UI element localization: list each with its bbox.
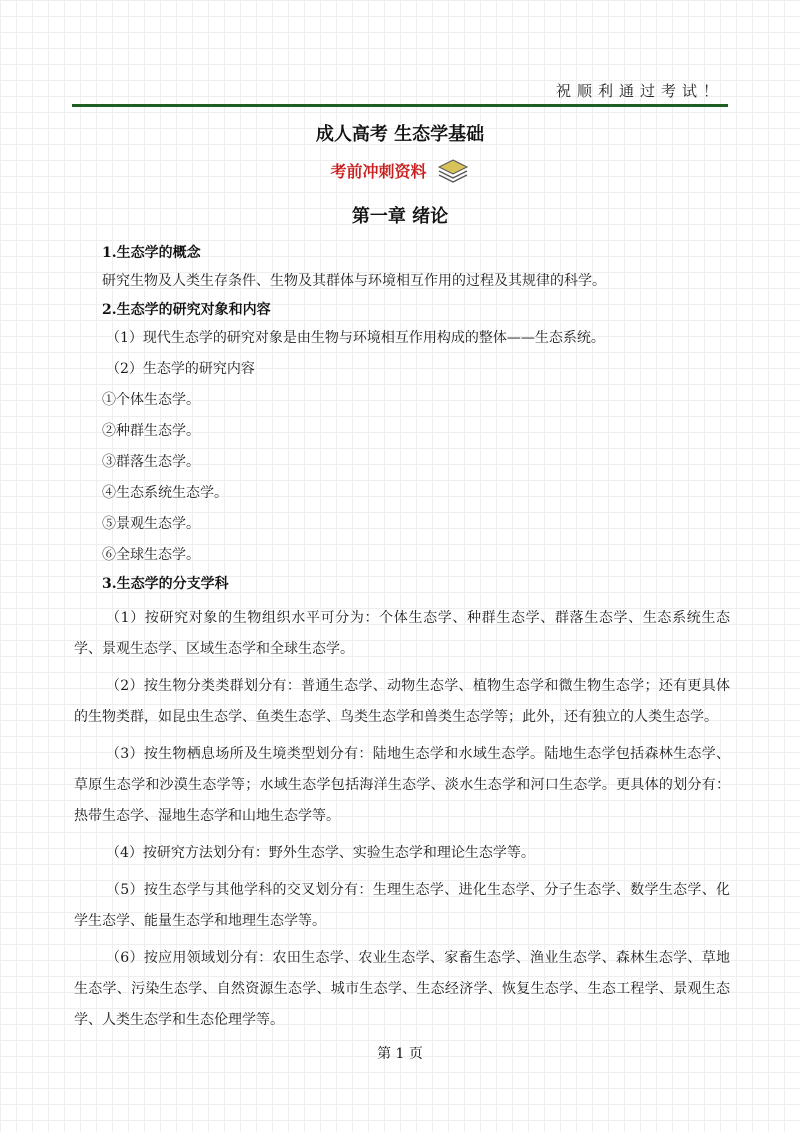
paragraph: （4）按研究方法划分有：野外生态学、实验生态学和理论生态学等。 bbox=[106, 845, 535, 861]
list-item: ⑤景观生态学。 bbox=[102, 516, 200, 532]
paragraph: （1）按研究对象的生物组织水平可分为：个体生态学、种群生态学、群落生态学、生态系统生态学、景观生态学、区域生态学和全球生态学。 bbox=[74, 610, 730, 657]
page-number: 第 1 页 bbox=[377, 1046, 423, 1062]
paragraph: （6）按应用领域划分有：农田生态学、农业生态学、家畜生态学、渔业生态学、森林生态学、草地生态学、污染生态学、自然资源生态学、城市生态学、生态经济学、恢复生态学、生态工程学、景观生态学、人类生态学和生态伦理学等。 bbox=[74, 950, 730, 1028]
list-item: ④生态系统生态学。 bbox=[102, 485, 228, 501]
section-heading-3: 3.生态学的分支学科 bbox=[102, 576, 229, 592]
paragraph: （3）按生物栖息场所及生境类型划分有：陆地生态学和水域生态学。陆地生态学包括森林生态学、草原生态学和沙漠生态学等；水域生态学包括海洋生态学、淡水生态学和河口生态学。更具体的划分有：热带生态学、湿地生态学和山地生态学等。 bbox=[74, 746, 730, 824]
layers-icon bbox=[436, 157, 470, 183]
section-2-item-1: （1）现代生态学的研究对象是由生物与环境相互作用构成的整体——生态系统。 bbox=[106, 330, 605, 346]
chapter-title: 第一章 绪论 bbox=[351, 206, 449, 227]
section-heading-2: 2.生态学的研究对象和内容 bbox=[102, 302, 271, 318]
list-item: ②种群生态学。 bbox=[102, 423, 200, 439]
subtitle-row bbox=[0, 157, 800, 183]
list-item: ③群落生态学。 bbox=[102, 454, 200, 470]
document-title: 成人高考 生态学基础 bbox=[315, 124, 485, 145]
document-body bbox=[74, 240, 730, 1036]
paragraph: （5）按生态学与其他学科的交叉划分有：生理生态学、进化生态学、分子生态学、数学生态学、化学生态学、能量生态学和地理生态学等。 bbox=[74, 882, 730, 929]
section-2-item-2: （2）生态学的研究内容 bbox=[106, 361, 255, 377]
paragraph: （2）按生物分类类群划分有：普通生态学、动物生态学、植物生态学和微生物生态学；还有更具体的生物类群，如昆虫生态学、鱼类生态学、鸟类生态学和兽类生态学等；此外，还有独立的人类生态学。 bbox=[74, 678, 730, 725]
header-motto: 祝顺利通过考试！ bbox=[555, 82, 724, 100]
section-heading-1: 1.生态学的概念 bbox=[102, 245, 201, 261]
header-rule bbox=[72, 104, 728, 107]
section-1-text: 研究生物及人类生存条件、生物及其群体与环境相互作用的过程及其规律的科学。 bbox=[102, 273, 606, 289]
document-subtitle: 考前冲刺资料 bbox=[330, 161, 427, 181]
list-item: ①个体生态学。 bbox=[102, 392, 200, 408]
list-item: ⑥全球生态学。 bbox=[102, 547, 200, 563]
